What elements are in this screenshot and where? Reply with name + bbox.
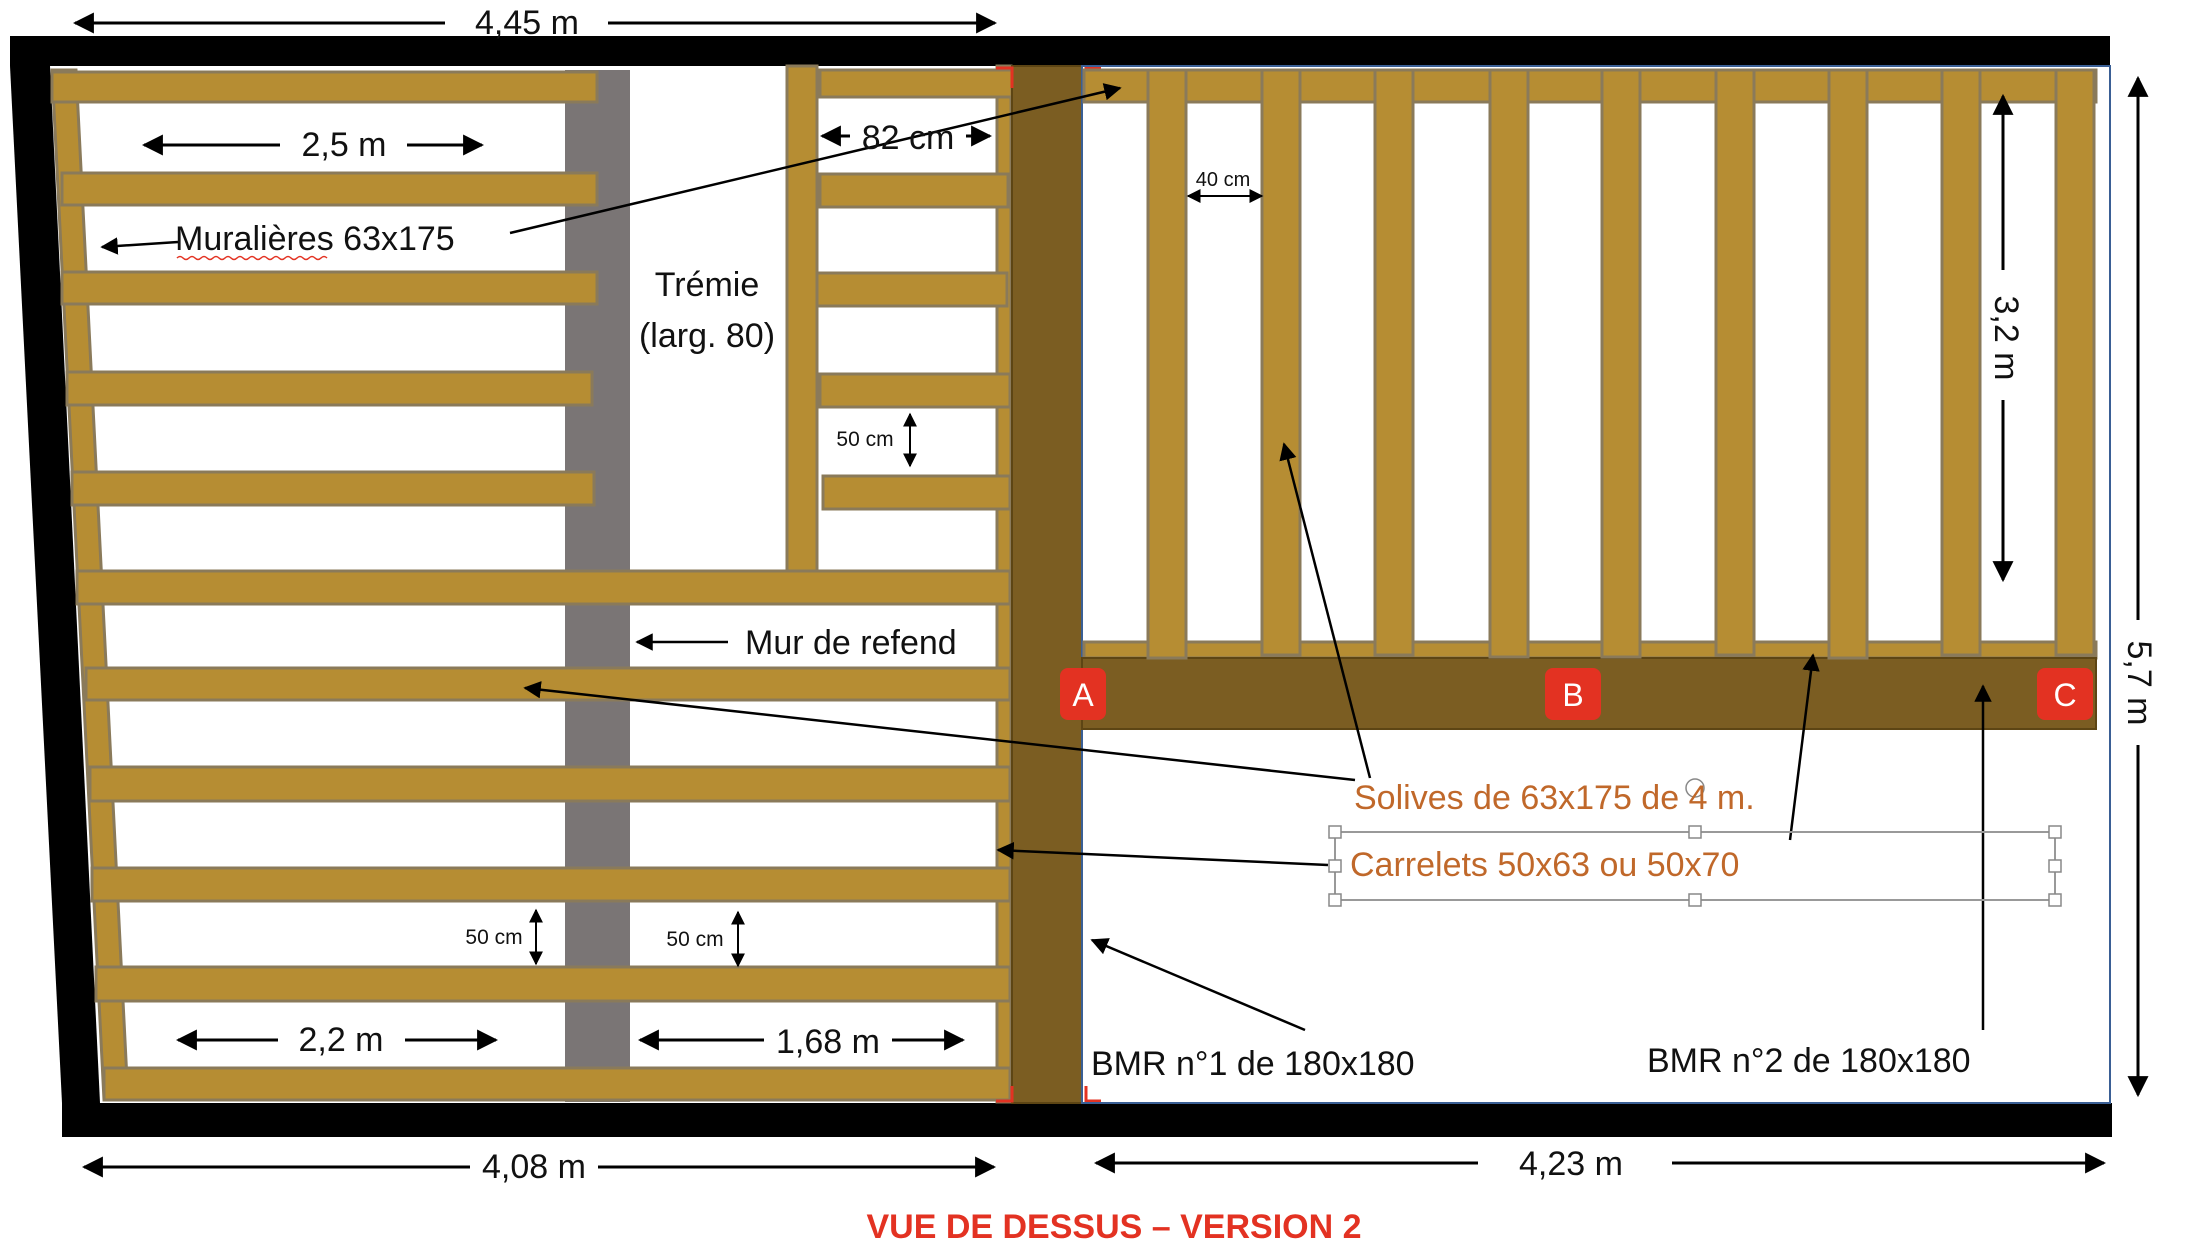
dim-spacing-mid: 50 cm [666, 928, 724, 951]
leader-bmr1 [1092, 940, 1305, 1030]
joist [52, 72, 597, 102]
tremie-label: Trémie [654, 266, 760, 304]
marker-b [1545, 668, 1601, 720]
joist [820, 174, 1008, 207]
dim-upper-left-span: 2,5 m [301, 126, 387, 164]
carrelets-label: Carrelets 50x63 ou 50x70 [1350, 846, 1740, 884]
marker-a [1060, 668, 1106, 720]
mur-refend-label: Mur de refend [745, 624, 957, 662]
bottom-wall [62, 1103, 2112, 1137]
top-wall [10, 36, 2110, 66]
tremie-post [787, 66, 817, 571]
joist [817, 273, 1007, 306]
dim-joist-spacing: 40 cm [1195, 169, 1251, 191]
leader-muralieres-left [102, 242, 178, 247]
joist [820, 70, 1012, 97]
solives [1148, 70, 2094, 658]
marker-a-label: A [1072, 677, 1094, 713]
joist [62, 272, 597, 304]
marker-c-label: C [2053, 677, 2077, 713]
marker-b-label: B [1562, 677, 1584, 713]
joist [104, 1068, 1010, 1100]
dim-bottom-left: 4,08 m [482, 1148, 586, 1186]
solive [1716, 70, 1754, 655]
solive [1375, 70, 1413, 655]
plan-title: VUE DE DESSUS – VERSION 2 [866, 1208, 1362, 1246]
joist [96, 967, 1010, 1001]
solive [1262, 70, 1300, 655]
dim-tremie-span: 82 cm [861, 119, 955, 157]
dim-top-width: 4,45 m [475, 4, 579, 42]
joist [86, 668, 1010, 700]
solive [1148, 70, 1186, 658]
marker-c [2037, 668, 2093, 720]
dim-right-height: 5,7 m [2120, 640, 2158, 726]
joist [823, 476, 1010, 509]
tremie-width-label: (larg. 80) [638, 317, 776, 355]
dim-lower-mid-span: 1,68 m [776, 1023, 880, 1061]
joist [67, 372, 592, 405]
solive [1602, 70, 1640, 657]
solives-label: Solives de 63x175 de 4 m. [1354, 779, 1755, 817]
dim-bottom-right: 4,23 m [1519, 1145, 1623, 1183]
bmr2-label: BMR n°2 de 180x180 [1647, 1042, 1971, 1080]
dim-spacing-left: 50 cm [465, 926, 523, 949]
joist [77, 571, 1010, 604]
dim-lower-left-span: 2,2 m [298, 1021, 384, 1059]
dim-joist-length: 3,2 m [1987, 295, 2025, 381]
joist [72, 472, 594, 505]
solive [1490, 70, 1528, 657]
solive [1829, 70, 1867, 658]
bmr1-beam [1012, 66, 1082, 1103]
bmr1-label: BMR n°1 de 180x180 [1091, 1045, 1415, 1083]
muralieres-label: Muralières 63x175 [175, 220, 455, 258]
joist [820, 374, 1010, 407]
solive [2056, 70, 2094, 655]
joist [92, 868, 1010, 901]
solive [1942, 70, 1980, 655]
joist [62, 173, 597, 205]
dim-spacing-tremie: 50 cm [836, 428, 894, 451]
joist [90, 767, 1010, 801]
